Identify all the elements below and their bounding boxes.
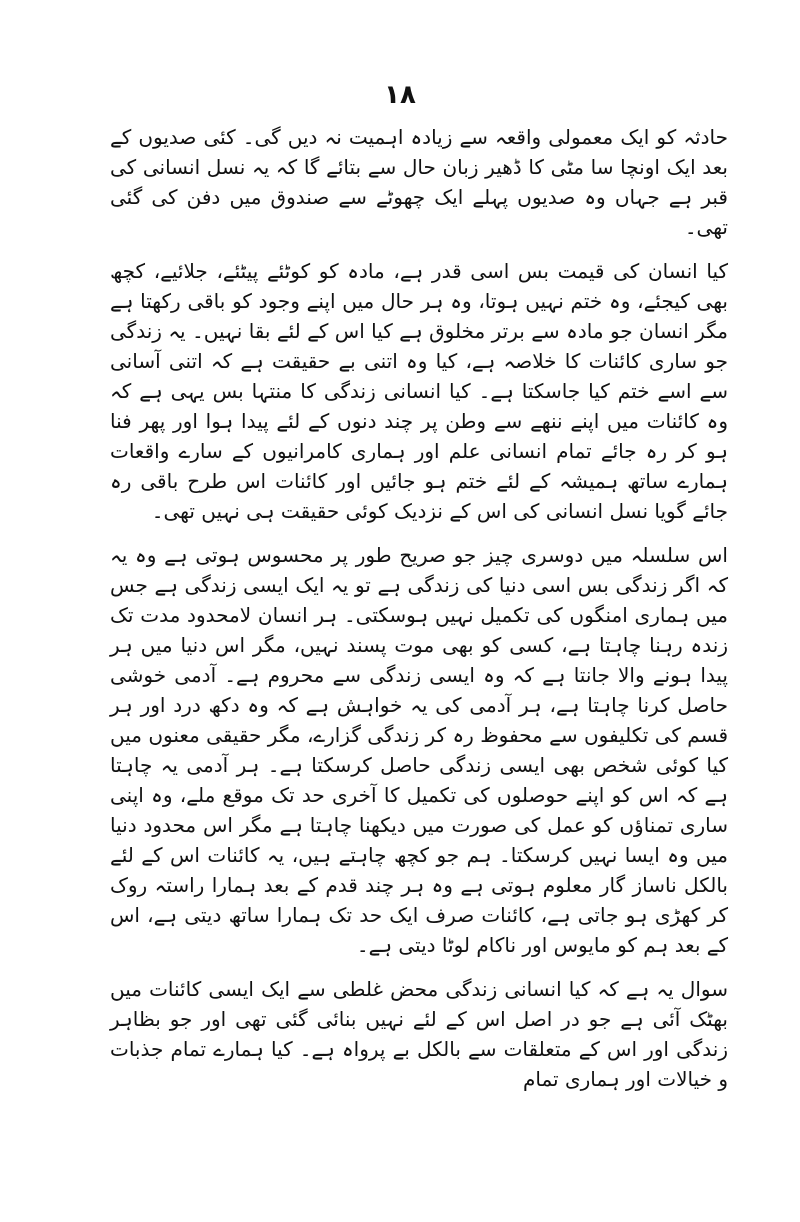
body-text <box>110 122 728 1094</box>
paragraph-3: اس سلسلہ میں دوسری چیز جو صریح طور پر محسوس ہوتی ہے وہ یہ کہ اگر زندگی بس اسی دنیا کی زندگی ہے تو یہ ایک ایسی زندگی ہے جس میں ہماری امنگوں کی تکمیل نہیں ہوسکتی۔ ہر انسان لامحدود مدت تک زندہ رہنا چاہتا ہے، کسی کو بھی موت پسند نہیں، مگر اس دنیا میں ہر پیدا ہونے والا جانتا ہے کہ وہ ایسی زندگی سے محروم ہے۔ آدمی خوشی حاصل کرنا چاہتا ہے، ہر آدمی کی یہ خواہش ہے کہ وہ دکھ درد اور ہر قسم کی تکلیفوں سے محفوظ رہ کر زندگی گزارے، مگر حقیقی معنوں میں کیا کوئی شخص بھی ایسی زندگی حاصل کرسکتا ہے۔ ہر آدمی یہ چاہتا ہے کہ اس کو اپنے حوصلوں کی تکمیل کا آخری حد تک موقع ملے، وہ اپنی ساری تمناؤں کو عمل کی صورت میں دیکھنا چاہتا ہے مگر اس محدود دنیا میں وہ ایسا نہیں کرسکتا۔ ہم جو کچھ چاہتے ہیں، یہ کائنات اس کے لئے بالکل ناساز گار معلوم ہوتی ہے وہ ہر چند قدم کے بعد ہمارا راستہ روک کر کھڑی ہو جاتی ہے، کائنات صرف ایک حد تک ہمارا ساتھ دیتی ہے، اس کے بعد ہم کو مایوس اور ناکام لوٹا دیتی ہے۔ <box>110 543 728 957</box>
paragraph-2: کیا انسان کی قیمت بس اسی قدر ہے، مادہ کو کوٹئے پیٹئے، جلائیے، کچھ بھی کیجئے، وہ ختم نہیں ہوتا، وہ ہر حال میں اپنے وجود کو باقی رکھتا ہے مگر انسان جو مادہ سے برتر مخلوق ہے کیا اس کے لئے بقا نہیں۔ یہ زندگی جو ساری کائنات کا خلاصہ ہے، کیا وہ اتنی بے حقیقت ہے کہ اتنی آسانی سے اسے ختم کیا جاسکتا ہے۔ کیا انسانی زندگی کا منتہا بس یہی ہے کہ وہ کائنات میں اپنے ننھے سے وطن پر چند دنوں کے لئے پیدا ہوا اور پھر فنا ہو کر رہ جائے تمام انسانی علم اور ہماری کامرانیوں کے سارے واقعات ہمارے ساتھ ہمیشہ کے لئے ختم ہو جائیں اور کائنات اس طرح باقی رہ جائے گویا نسل انسانی کی اس کے نزدیک کوئی حقیقت ہی نہیں تھی۔ <box>110 259 728 523</box>
page-number: ۱۸ <box>384 80 416 110</box>
paragraph-1: حادثہ کو ایک معمولی واقعہ سے زیادہ اہمیت نہ دیں گی۔ کئی صدیوں کے بعد ایک اونچا سا مٹی کا ڈھیر زبان حال سے بتائے گا کہ یہ نسل انسانی کی قبر ہے جہاں وہ صدیوں پہلے ایک چھوٹے سے صندوق میں دفن کی گئی تھی۔ <box>110 125 728 239</box>
paragraph-4: سوال یہ ہے کہ کیا انسانی زندگی محض غلطی سے ایک ایسی کائنات میں بھٹک آئی ہے جو در اصل اس کے لئے نہیں بنائی گئی تھی اور جو بظاہر زندگی اور اس کے متعلقات سے بالکل بے پرواہ ہے۔ کیا ہمارے تمام جذبات و خیالات اور ہماری تمام <box>110 977 728 1091</box>
